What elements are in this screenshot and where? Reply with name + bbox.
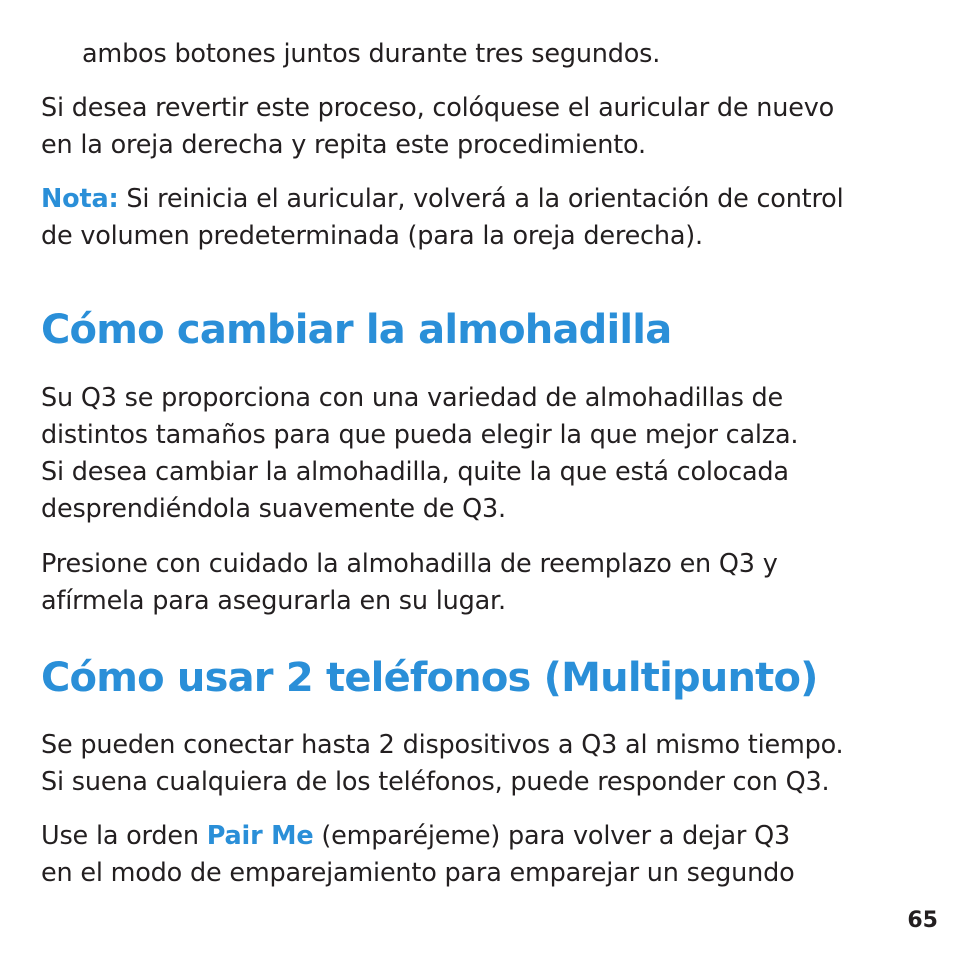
revert-line-2: en la oreja derecha y repita este procedimiento. <box>41 130 646 160</box>
continuation-line: ambos botones juntos durante tres segundos. <box>82 39 661 69</box>
multipoint-p1-line-2: Si suena cualquiera de los teléfonos, puede responder con Q3. <box>41 767 830 797</box>
cushion-p1-line-4: desprendiéndola suavemente de Q3. <box>41 494 506 524</box>
note-line-2: de volumen predeterminada (para la oreja derecha). <box>41 221 703 251</box>
multipoint-paragraph-2 <box>41 818 794 892</box>
cushion-paragraph-2 <box>41 546 778 620</box>
page-number: 65 <box>907 908 938 933</box>
pair-me-after: (emparéjeme) para volver a dejar Q3 <box>313 821 790 851</box>
pair-me-before: Use la orden <box>41 821 207 851</box>
cushion-p2-line-2: afírmela para asegurarla en su lugar. <box>41 586 506 616</box>
note-text-1: Si reinicia el auricular, volverá a la orientación de control <box>118 184 844 214</box>
cushion-p1-line-2: distintos tamaños para que pueda elegir la que mejor calza. <box>41 420 799 450</box>
revert-line-1: Si desea revertir este proceso, colóquese el auricular de nuevo <box>41 93 835 123</box>
multipoint-p2-line-1 <box>41 818 794 855</box>
revert-paragraph <box>41 90 834 164</box>
section-heading-cushion: Cómo cambiar la almohadilla <box>41 307 672 353</box>
cushion-p2-line-1: Presione con cuidado la almohadilla de reemplazo en Q3 y <box>41 549 778 579</box>
note-line-1 <box>41 181 843 218</box>
multipoint-p2-line-2: en el modo de emparejamiento para emparejar un segundo <box>41 858 795 888</box>
note-label: Nota: <box>41 184 119 214</box>
note-paragraph <box>41 181 843 255</box>
multipoint-paragraph-1 <box>41 727 843 801</box>
section-heading-multipoint: Cómo usar 2 teléfonos (Multipunto) <box>41 655 818 701</box>
cushion-p1-line-3: Si desea cambiar la almohadilla, quite la que está colocada <box>41 457 789 487</box>
multipoint-p1-line-1: Se pueden conectar hasta 2 dispositivos a Q3 al mismo tiempo. <box>41 730 844 760</box>
cushion-p1-line-1: Su Q3 se proporciona con una variedad de almohadillas de <box>41 383 784 413</box>
continuation-paragraph <box>41 36 660 73</box>
cushion-paragraph-1 <box>41 380 798 528</box>
pair-me-command: Pair Me <box>206 821 314 851</box>
